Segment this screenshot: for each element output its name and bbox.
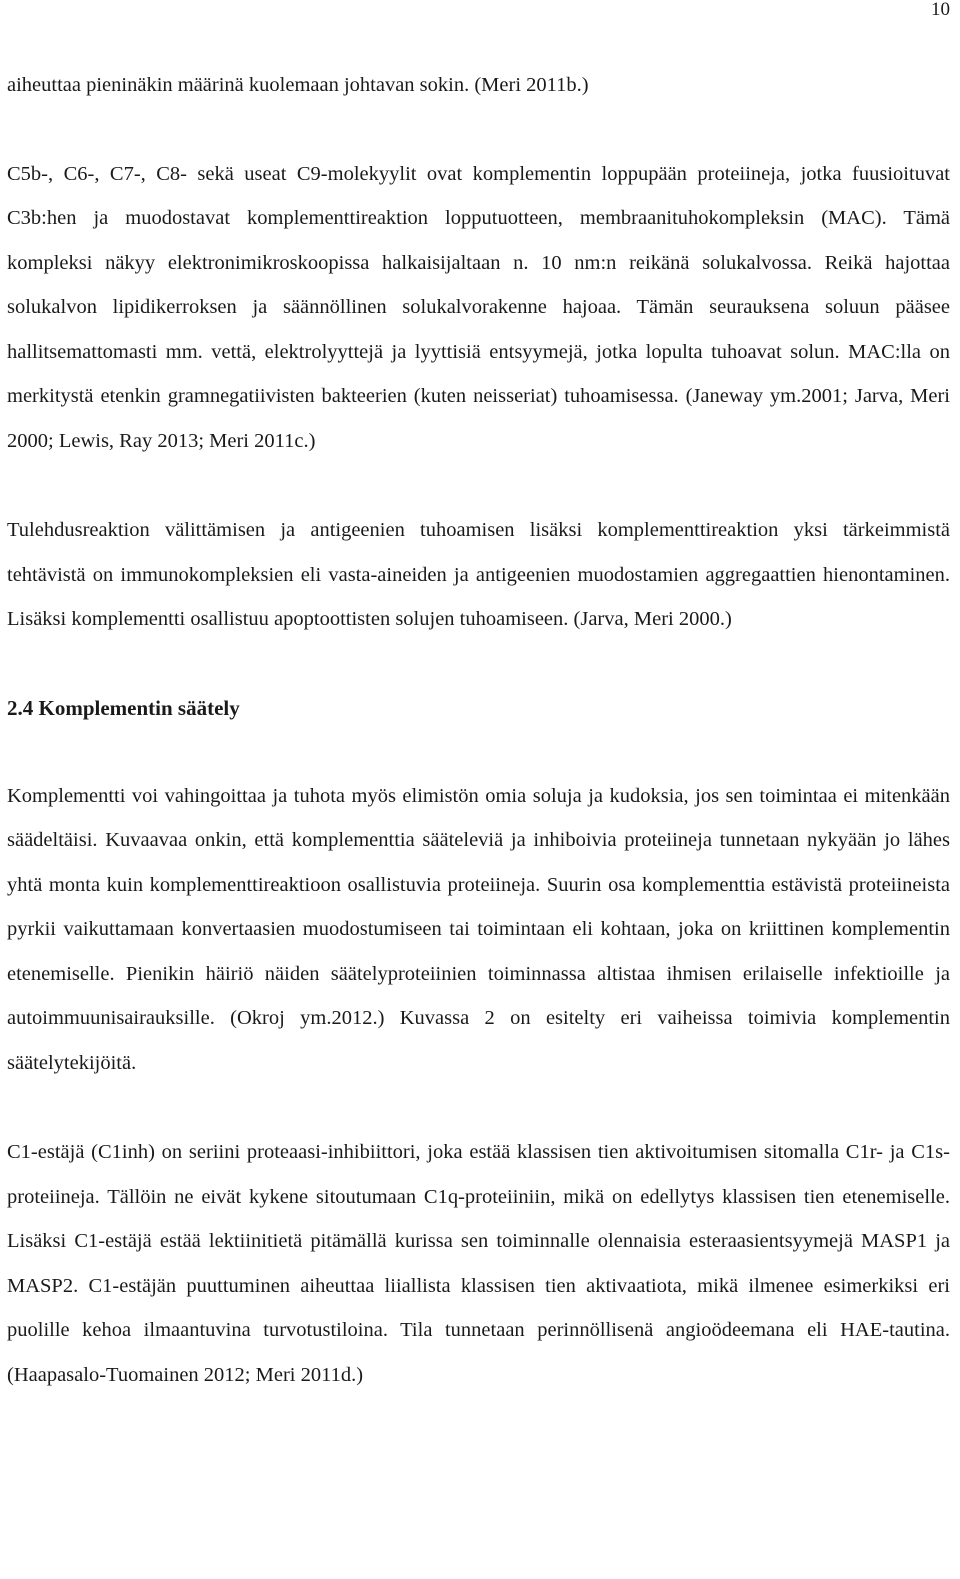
page-number: 10 (931, 0, 950, 20)
paragraph-complement-regulation: Komplementti voi vahingoittaa ja tuhota myös elimistön omia soluja ja kudoksia, jos sen toimintaa ei mitenkään säädeltäisi. Kuvaavaa onkin, että komplementtia sääteleviä ja inhiboivia proteiineja tunnetaan nykyään jo lähes yhtä monta kuin komplementtireaktioon osallistuvia proteiineja. Suurin osa komplementtia estävistä proteiineista pyrkii vaikuttamaan konvertaasien muodostumiseen tai toimintaan eli kohtaan, joka on kriittinen komplementin etenemiselle. Pienikin häiriö näiden säätelyproteiinien toiminnassa altistaa ihmisen erilaiselle infektioille ja autoimmuunisairauksille. (Okroj ym.2012.) Kuvassa 2 on esitelty eri vaiheissa toimivia komplementin säätelytekijöitä. (7, 784, 950, 1074)
paragraph-mac-complex: C5b-, C6-, C7-, C8- sekä useat C9-molekyylit ovat komplementin loppupään proteiineja, jotka fuusioituvat C3b:hen ja muodostavat komplementtireaktion lopputuotteen, membraanituhokompleksin (MAC). Tämä kompleksi näkyy elektronimikroskoopissa halkaisijaltaan n. 10 nm:n reikänä solukalvossa. Reikä hajottaa solukalvon lipidikerroksen ja säännöllinen solukalvorakenne hajoaa. Tämän seurauksena soluun pääsee hallitsemattomasti mm. vettä, elektrolyyttejä ja lyyttisiä entsyymejä, jotka lopulta tuhoavat solun. MAC:lla on merkitystä etenkin gramnegatiivisten bakteerien (kuten neisseriat) tuhoamisessa. (Janeway ym.2001; Jarva, Meri 2000; Lewis, Ray 2013; Meri 2011c.) (7, 162, 950, 452)
paragraph-mac-intro-end: aiheuttaa pieninäkin määrinä kuolemaan johtavan sokin. (Meri 2011b.) (7, 74, 589, 96)
section-heading: 2.4 Komplementin säätely (7, 695, 240, 720)
paragraph-immune-complexes: Tulehdusreaktion välittämisen ja antigeenien tuhoamisen lisäksi komplementtireaktion yksi tärkeimmistä tehtävistä on immunokompleksien eli vasta-aineiden ja antigeenien muodostamien aggregaattien hienontaminen. Lisäksi komplementti osallistuu apoptoottisten solujen tuhoamiseen. (Jarva, Meri 2000.) (7, 519, 950, 630)
paragraph-c1-inhibitor: C1-estäjä (C1inh) on seriini proteaasi-inhibiittori, joka estää klassisen tien aktivoitumisen sitomalla C1r- ja C1s-proteiineja. Tällöin ne eivät kykene sitoutumaan C1q-proteiiniin, mikä on edellytys klassisen tien etenemiselle. Lisäksi C1-estäjä estää lektiinitietä pitämällä kurissa sen toiminnalle olennaisia esteraasientsyymejä MASP1 ja MASP2. C1-estäjän puuttuminen aiheuttaa liiallista klassisen tien aktivaatiota, mikä ilmenee esimerkiksi eri puolille kehoa ilmaantuvina turvotustiloina. Tila tunnetaan perinnöllisenä angioödeemana eli HAE-tautina. (Haapasalo-Tuomainen 2012; Meri 2011d.) (7, 1141, 950, 1386)
document-body (7, 63, 950, 1397)
